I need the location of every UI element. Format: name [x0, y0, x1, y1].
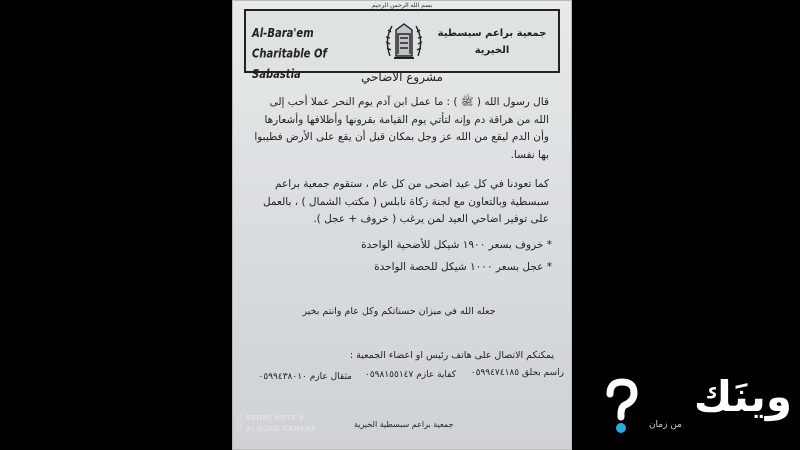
price-item-sheep: * خروف بسعر ١٩٠٠ شيكل للأضحية الواحدة [361, 239, 552, 251]
hadith-paragraph: قال رسول الله ( ﷺ ) : ما عمل ابن آدم يوم النحر عملا أحب إلى الله من هراقة دم وإنه لتأتي يوم القيامة بقرونها وأظلافها وأشعارها وأن الدم ليقع من الله عز وجل بمكان قبل أن يقع على الأرض فطيبوا بها نفسا. [254, 96, 549, 161]
org-name-arabic-line2: الخيرية [474, 45, 510, 56]
question-mark-icon [602, 378, 642, 436]
basmala: بسم الله الرحمن الرحيم [371, 2, 433, 9]
document-page [232, 0, 572, 450]
camera-watermark [246, 413, 316, 435]
price-item-calf: * عجل بسعر ١٠٠٠ شيكل للحصة الواحدة [374, 261, 552, 273]
contact-entry: مثقال عازم ٠٥٩٩٤٣٨٠١٠ [258, 372, 352, 382]
org-name-arabic [432, 25, 552, 59]
org-logo-icon [380, 16, 428, 64]
org-name-arabic-line1: جمعية براعم سبسطية [437, 28, 547, 39]
brand-name: وينَك [693, 372, 792, 421]
document-title: مشروع الاضاحي [361, 70, 443, 84]
camera-model-label: REDMI NOTE 8 [246, 414, 305, 422]
brand-tagline: من زمان [648, 420, 682, 430]
contact-entry: راسم بحلق ٠٥٩٩٤٧٤١٨٥ [470, 368, 564, 378]
org-name-english-line1: Al-Bara'em Charitable Of [252, 27, 327, 62]
contact-intro: يمكنكم الاتصال على هاتف رئيس او اعضاء الجمعية : [349, 350, 554, 361]
blessing-line: جعله الله في ميزان حسناتكم وكل عام وانتم بخير [302, 306, 496, 317]
contact-entry: كفاية عازم ٠٥٩٨١٥٥١٤٧ [364, 370, 456, 380]
org-name-english-line2: Sabastia [252, 68, 301, 82]
footer-signature: جمعية براعم سبسطية الخيرية [354, 420, 454, 429]
camera-lens-icon [236, 414, 243, 432]
site-brand-logo [602, 372, 798, 444]
camera-type-label: AI QUAD CAMERA [246, 425, 317, 433]
announcement-paragraph: كما تعودنا في كل عيد اضحى من كل عام ، ستقوم جمعية براعم سبسطية وبالتعاون مع لجنة زكاة نابلس ( مكتب الشمال ) ، بالعمل على توفير اضاحي العيد لمن يرغب ( خروف + عجل ). [262, 178, 549, 225]
